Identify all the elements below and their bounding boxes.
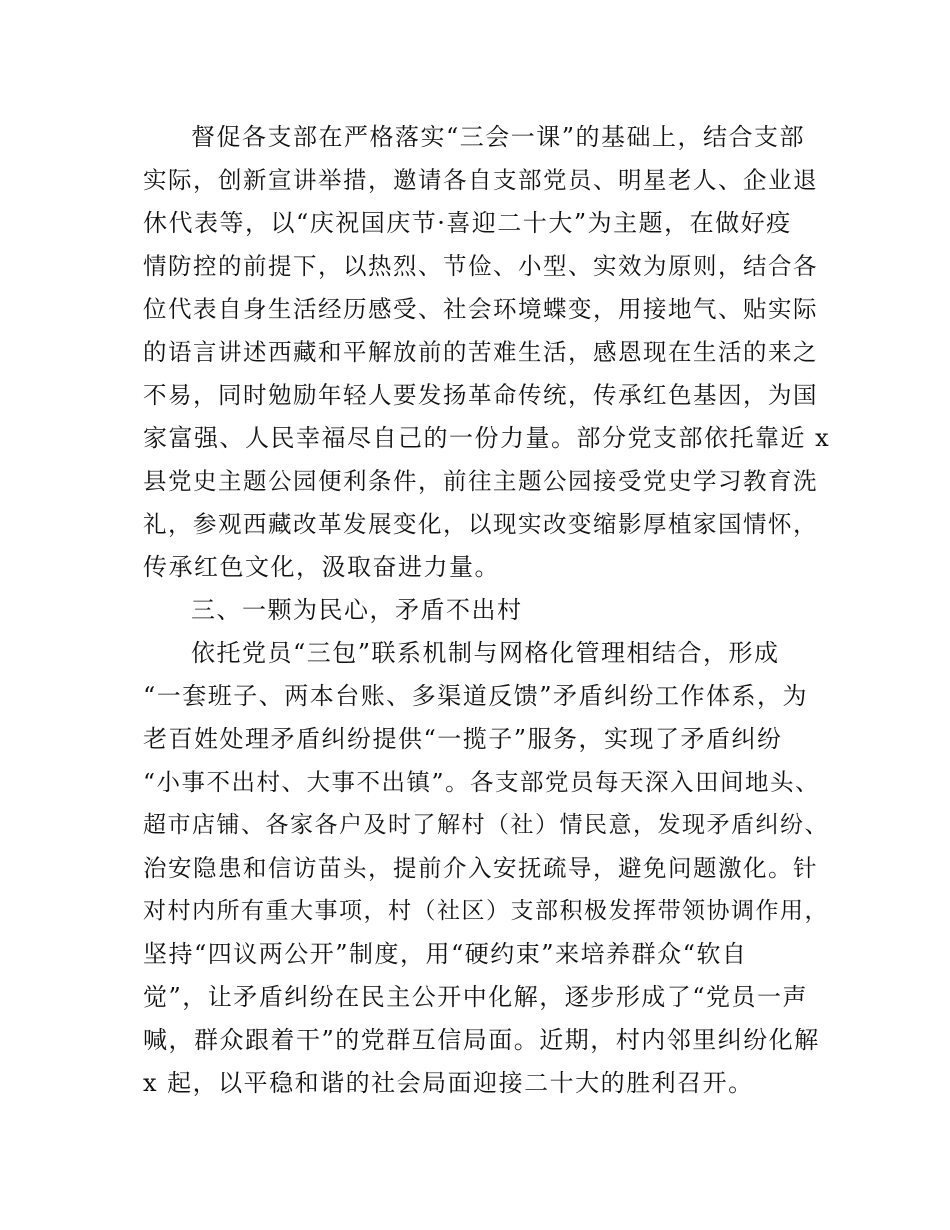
text-line: 觉”，让矛盾纠纷在民主公开中化解，逐步形成了“党员一声: [143, 983, 809, 1011]
text-line: 家富强、人民幸福尽自己的一份力量。部分党支部依托靠近 x: [143, 424, 831, 452]
text-line: 依托党员“三包”联系机制与网格化管理相结合，形成: [191, 639, 780, 667]
text-line: 老百姓处理矛盾纠纷提供“一揽子”服务，实现了矛盾纠纷: [143, 725, 783, 753]
text-line: 情防控的前提下，以热烈、节俭、小型、实效为原则，结合各: [143, 252, 818, 280]
text-line: 超市店铺、各家各户及时了解村（社）情民意，发现矛盾纠纷、: [143, 812, 829, 838]
text-line: 不易，同时勉励年轻人要发扬革命传统，传承红色基因，为国: [143, 381, 818, 409]
text-line: “小事不出村、大事不出镇”。各支部党员每天深入田间地头、: [143, 768, 821, 796]
text-line: 督促各支部在严格落实“三会一课”的基础上，结合支部: [191, 123, 806, 151]
text-line: 治安隐患和信访苗头，提前介入安抚疏导，避免问题激化。针: [143, 854, 818, 882]
text-line: x 起，以平稳和谐的社会局面迎接二十大的胜利召开。: [143, 1069, 754, 1097]
text-line: 休代表等，以“庆祝国庆节·喜迎二十大”为主题，在做好疫: [143, 209, 792, 237]
section-heading: 三、一颗为民心，矛盾不出村: [191, 596, 523, 624]
text-line: “一套班子、两本台账、多渠道反馈”矛盾纠纷工作体系，为: [143, 682, 809, 710]
text-line: 的语言讲述西藏和平解放前的苦难生活，感恩现在生活的来之: [143, 338, 818, 366]
text-line: 县党史主题公园便利条件，前往主题公园接受党史学习教育洗: [143, 467, 818, 495]
text-line: 对村内所有重大事项，村（社区）支部积极发挥带领协调作用，: [143, 898, 829, 924]
text-line: 坚持“四议两公开”制度，用“硬约束”来培养群众“软自: [143, 940, 748, 968]
text-line: 喊，群众跟着干”的党群互信局面。近期，村内邻里纠纷化解: [143, 1026, 820, 1054]
text-line: 实际，创新宣讲举措，邀请各自支部党员、明星老人、企业退: [143, 166, 818, 194]
text-line: 位代表自身生活经历感受、社会环境蝶变，用接地气、贴实际: [143, 295, 818, 323]
text-line: 传承红色文化，汲取奋进力量。: [143, 553, 500, 581]
text-line: 礼，参观西藏改革发展变化，以现实改变缩影厚植家国情怀，: [143, 510, 818, 538]
